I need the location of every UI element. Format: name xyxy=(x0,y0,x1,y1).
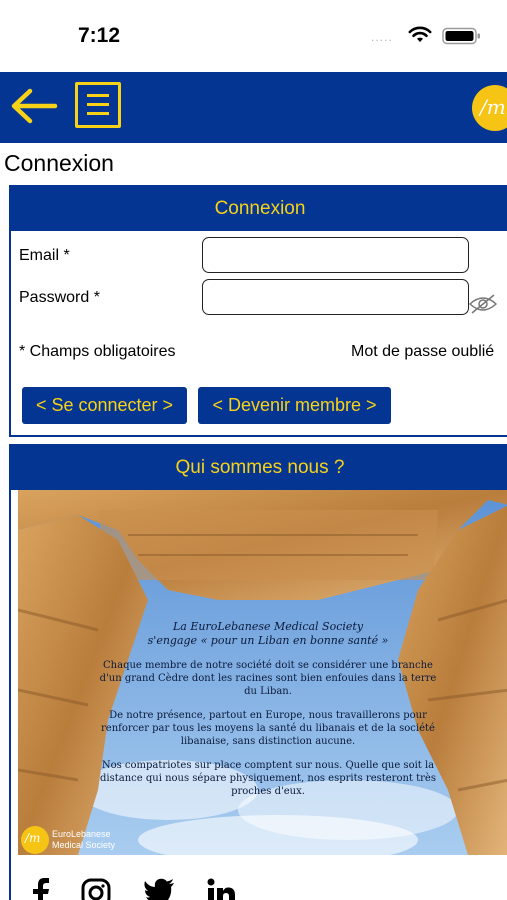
page-title: Connexion xyxy=(4,150,114,176)
image-logo-mark: /m xyxy=(25,831,41,845)
about-line1: La EuroLebanese Medical Society xyxy=(172,620,364,633)
facebook-icon[interactable] xyxy=(27,878,53,900)
password-field[interactable] xyxy=(202,279,469,315)
logo-mark: /m xyxy=(480,95,506,119)
menu-button[interactable] xyxy=(75,82,121,128)
back-arrow-icon[interactable] xyxy=(8,86,58,126)
menu-line xyxy=(87,103,109,106)
menu-line xyxy=(87,112,109,115)
wifi-icon xyxy=(408,25,432,45)
about-paragraph-3: Nos compatriotes sur place comptent sur nous. Quelle que soit la distance qui nous sépare physiquement, nos esprits resteront très proches d'eux. xyxy=(100,760,436,797)
login-heading: Connexion xyxy=(11,187,507,231)
about-text xyxy=(98,620,438,809)
linkedin-icon[interactable] xyxy=(207,878,235,900)
become-member-button[interactable]: < Devenir membre > xyxy=(198,387,391,424)
email-field[interactable] xyxy=(202,237,469,273)
login-button[interactable]: < Se connecter > xyxy=(22,387,187,424)
twitter-icon[interactable] xyxy=(143,878,175,900)
required-note: * Champs obligatoires xyxy=(19,343,176,360)
about-line2: s'engage « pour un Liban en bonne santé » xyxy=(147,634,389,647)
image-logo-line1: EuroLebanese xyxy=(52,829,111,839)
image-logo xyxy=(21,826,49,854)
about-paragraph-2: De notre présence, partout en Europe, nous travaillerons pour renforcer par tous les moyens la santé du libanais et de la société libanaise, sans distinction aucune. xyxy=(101,710,435,747)
about-heading: Qui sommes nous ? xyxy=(11,446,507,490)
eye-off-icon[interactable] xyxy=(467,293,499,315)
app-header xyxy=(0,72,507,143)
status-time: 7:12 xyxy=(78,24,121,47)
about-paragraph-1: Chaque membre de notre société doit se considérer une branche d'un grand Cèdre dont les racines sont bien enfouies dans la terre du Liban. xyxy=(99,660,437,697)
about-panel xyxy=(9,444,507,900)
status-bar xyxy=(0,0,507,72)
menu-line xyxy=(87,94,109,97)
login-panel xyxy=(9,185,507,437)
email-label: Email * xyxy=(19,247,70,264)
image-logo-line2: Medical Society xyxy=(52,840,116,850)
instagram-icon[interactable] xyxy=(81,878,111,900)
image-logo-text xyxy=(52,829,115,851)
battery-icon xyxy=(442,27,482,45)
forgot-password-link[interactable]: Mot de passe oublié xyxy=(351,343,495,360)
password-label: Password * xyxy=(19,289,100,306)
about-image xyxy=(18,490,507,855)
signal-icon: ..... xyxy=(371,30,393,44)
society-logo[interactable] xyxy=(472,85,507,131)
